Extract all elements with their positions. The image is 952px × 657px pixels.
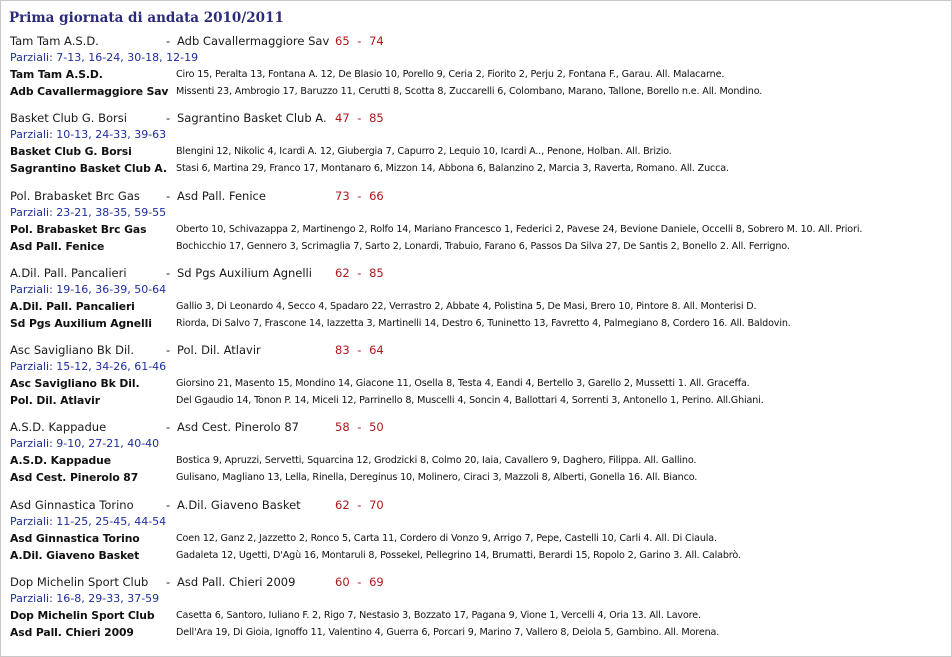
away-team-label: A.Dil. Giaveno Basket <box>10 549 140 562</box>
match-separator: - <box>166 343 171 357</box>
home-team-label: Basket Club G. Borsi <box>10 145 132 158</box>
home-players: Blengini 12, Nikolic 4, Icardi A. 12, Giubergia 7, Capurro 2, Lequio 10, Icardi A.., Penone, Holban. All. Brizio. <box>176 146 672 157</box>
final-score: 60 - 69 <box>335 575 384 589</box>
game-block <box>1 343 951 421</box>
match-separator: - <box>166 498 171 512</box>
home-players: Ciro 15, Peralta 13, Fontana A. 12, De Blasio 10, Porello 9, Ceria 2, Fiorito 2, Perju 2, Fontana F., Garau. All. Malacarne. <box>176 69 725 80</box>
away-players: Gadaleta 12, Ugetti, D'Agù 16, Montaruli 8, Possekel, Pellegrino 14, Brumatti, Berardi 15, Ropolo 2, Garino 3. All. Calabrò. <box>176 550 741 561</box>
final-score: 47 - 85 <box>335 111 384 125</box>
away-team-label: Asd Cest. Pinerolo 87 <box>10 471 139 484</box>
final-score: 58 - 50 <box>335 420 384 434</box>
away-team-label: Sd Pgs Auxilium Agnelli <box>10 317 152 330</box>
game-block <box>1 111 951 189</box>
partial-scores: Parziali: 7-13, 16-24, 30-18, 12-19 <box>10 51 199 64</box>
match-separator: - <box>166 420 171 434</box>
match-separator: - <box>166 266 171 280</box>
partial-scores: Parziali: 11-25, 25-45, 44-54 <box>10 515 167 528</box>
away-players: Dell'Ara 19, Di Gioia, Ignoffo 11, Valentino 4, Guerra 6, Porcari 9, Marino 7, Vallero 8, Deiola 5, Gambino. All. Morena. <box>176 627 720 638</box>
partial-scores: Parziali: 9-10, 27-21, 40-40 <box>10 437 160 450</box>
partial-scores: Parziali: 10-13, 24-33, 39-63 <box>10 128 167 141</box>
home-team-name: Tam Tam A.S.D. <box>10 34 99 48</box>
away-players: Gulisano, Magliano 13, Lella, Rinella, Dereginus 10, Molinero, Ciraci 3, Mazzoli 8, Alberti, Gonella 16. All. Bianco. <box>176 472 698 483</box>
away-team-name: Pol. Dil. Atlavir <box>177 343 261 357</box>
home-team-name: Dop Michelin Sport Club <box>10 575 149 589</box>
away-team-name: Asd Cest. Pinerolo 87 <box>177 420 300 434</box>
away-team-label: Sagrantino Basket Club A. <box>10 162 167 175</box>
away-team-name: Asd Pall. Fenice <box>177 189 266 203</box>
away-team-label: Adb Cavallermaggiore Sav <box>10 85 169 98</box>
home-team-name: Asc Savigliano Bk Dil. <box>10 343 135 357</box>
game-block <box>1 498 951 576</box>
game-block <box>1 266 951 344</box>
game-block <box>1 34 951 112</box>
home-team-label: A.Dil. Pall. Pancalieri <box>10 300 135 313</box>
match-separator: - <box>166 111 171 125</box>
match-separator: - <box>166 575 171 589</box>
final-score: 73 - 66 <box>335 189 384 203</box>
home-team-label: A.S.D. Kappadue <box>10 454 111 467</box>
home-team-name: Pol. Brabasket Brc Gas <box>10 189 140 203</box>
home-team-label: Asc Savigliano Bk Dil. <box>10 377 140 390</box>
game-block <box>1 189 951 267</box>
home-players: Gallio 3, Di Leonardo 4, Secco 4, Spadaro 22, Verrastro 2, Abbate 4, Polistina 5, De Masi, Brero 10, Pintore 8. All. Monterisi D. <box>176 301 757 312</box>
away-players: Bochicchio 17, Gennero 3, Scrimaglia 7, Sarto 2, Lonardi, Trabuio, Farano 6, Passos Da Silva 27, De Santis 2, Bonello 2. All. Ferrigno. <box>176 241 790 252</box>
final-score: 83 - 64 <box>335 343 384 357</box>
partial-scores: Parziali: 19-16, 36-39, 50-64 <box>10 283 167 296</box>
away-team-name: Adb Cavallermaggiore Sav <box>177 34 330 48</box>
home-team-label: Dop Michelin Sport Club <box>10 609 155 622</box>
game-block <box>1 575 951 653</box>
home-team-label: Pol. Brabasket Brc Gas <box>10 223 147 236</box>
home-team-name: Asd Ginnastica Torino <box>10 498 134 512</box>
home-team-label: Tam Tam A.S.D. <box>10 68 103 81</box>
final-score: 62 - 85 <box>335 266 384 280</box>
home-team-name: A.S.D. Kappadue <box>10 420 107 434</box>
home-players: Giorsino 21, Masento 15, Mondino 14, Giacone 11, Osella 8, Testa 4, Eandi 4, Bertello 3, Garello 2, Mussetti 1. All. Graceffa. <box>176 378 750 389</box>
away-team-label: Pol. Dil. Atlavir <box>10 394 100 407</box>
away-team-label: Asd Pall. Chieri 2009 <box>10 626 134 639</box>
away-players: Missenti 23, Ambrogio 17, Baruzzo 11, Cerutti 8, Scotta 8, Zuccarelli 6, Colombano, Marano, Tallone, Borello n.e. All. Mondino. <box>176 86 763 97</box>
away-team-name: Asd Pall. Chieri 2009 <box>177 575 296 589</box>
game-block <box>1 420 951 498</box>
away-team-name: Sd Pgs Auxilium Agnelli <box>177 266 312 280</box>
partial-scores: Parziali: 15-12, 34-26, 61-46 <box>10 360 167 373</box>
partial-scores: Parziali: 16-8, 29-33, 37-59 <box>10 592 160 605</box>
match-separator: - <box>166 189 171 203</box>
final-score: 62 - 70 <box>335 498 384 512</box>
match-separator: - <box>166 34 171 48</box>
partial-scores: Parziali: 23-21, 38-35, 59-55 <box>10 206 167 219</box>
home-team-name: A.Dil. Pall. Pancalieri <box>10 266 127 280</box>
home-players: Bostica 9, Apruzzi, Servetti, Squarcina 12, Grodzicki 8, Colmo 20, Iaia, Cavallero 9, Daghero, Filippa. All. Gallino. <box>176 455 697 466</box>
away-team-name: A.Dil. Giaveno Basket <box>177 498 301 512</box>
away-players: Riorda, Di Salvo 7, Frascone 14, Iazzetta 3, Martinelli 14, Destro 6, Tuninetto 13, Favretto 4, Palmegiano 8, Cordero 16. All. Baldovin. <box>176 318 791 329</box>
away-team-label: Asd Pall. Fenice <box>10 240 105 253</box>
home-players: Casetta 6, Santoro, Iuliano F. 2, Rigo 7, Nestasio 3, Bozzato 17, Pagana 9, Vione 1, Vercelli 4, Oria 13. All. Lavore. <box>176 610 701 621</box>
home-players: Coen 12, Ganz 2, Jazzetto 2, Ronco 5, Carta 11, Cordero di Vonzo 9, Arrigo 7, Pepe, Castelli 10, Carli 4. All. Di Ciaula. <box>176 533 717 544</box>
away-team-name: Sagrantino Basket Club A. <box>177 111 327 125</box>
home-team-name: Basket Club G. Borsi <box>10 111 127 125</box>
home-team-label: Asd Ginnastica Torino <box>10 532 140 545</box>
away-players: Del Ggaudio 14, Tonon P. 14, Miceli 12, Parrinello 8, Muscelli 4, Soncin 4, Ballottari 4, Sorrenti 3, Antonello 1, Perino. All.Ghiani. <box>176 395 764 406</box>
page-title: Prima giornata di andata 2010/2011 <box>9 10 284 26</box>
final-score: 65 - 74 <box>335 34 384 48</box>
home-players: Oberto 10, Schivazappa 2, Martinengo 2, Rolfo 14, Mariano Francesco 1, Federici 2, Pavese 24, Bevione Daniele, Occelli 8, Sobrero M. 10. All. Priori. <box>176 224 863 235</box>
away-players: Stasi 6, Martina 29, Franco 17, Montanaro 6, Mizzon 14, Abbona 6, Balanzino 2, Marcia 3, Raverta, Romano. All. Zucca. <box>176 163 729 174</box>
